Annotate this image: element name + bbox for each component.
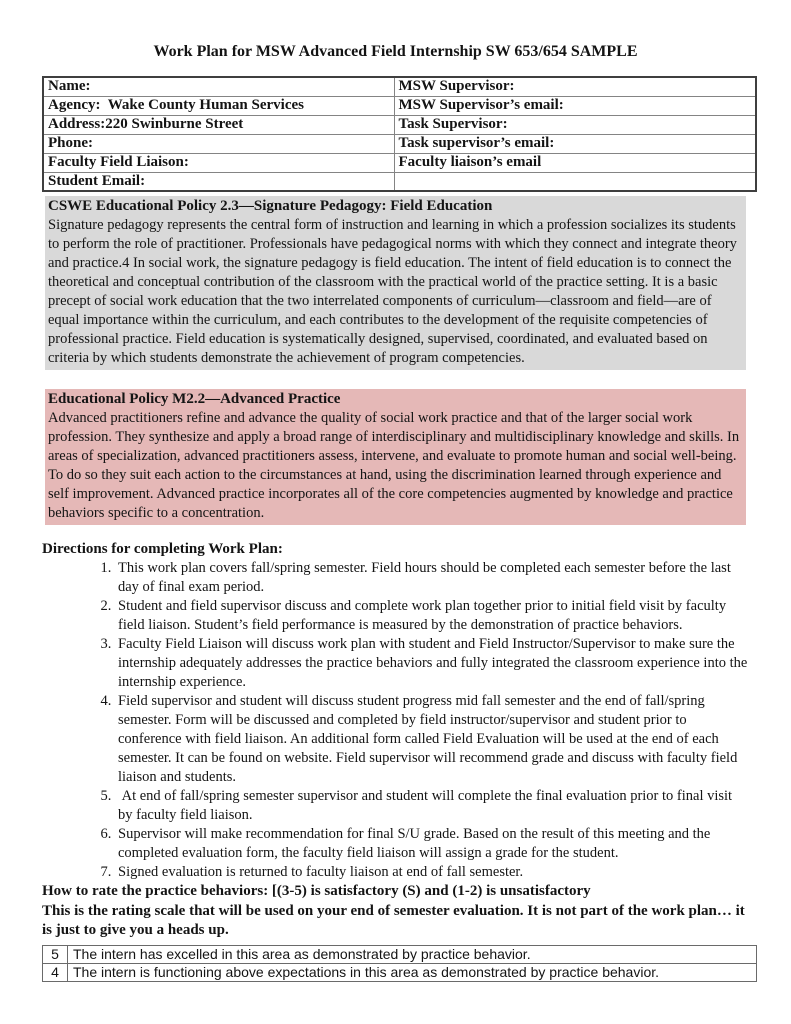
rating-description: The intern is functioning above expectations in this area as demonstrated by practice behavior. (68, 963, 757, 981)
info-cell-right: MSW Supervisor: (394, 77, 756, 96)
info-table-row (43, 134, 756, 153)
policy-m2-2-body: Advanced practitioners refine and advance the quality of social work practice and that of the larger social work profession. They synthesize and apply a broad range of interdisciplinary and multidisciplinary knowledge and skills. In areas of specialization, advanced practitioners assess, intervene, and evaluate to promote human and social well-being. To do so they suit each action to the circumstances at hand, using the discrimination learned through experience and self improvement. Advanced practice incorporates all of the core competencies augmented by knowledge and practice behaviors specific to a concentration. (48, 410, 740, 521)
info-cell-right: MSW Supervisor’s email: (394, 96, 756, 115)
policy-2-3-body: Signature pedagogy represents the central form of instruction and learning in which a profession socializes its students to perform the role of practitioner. Professionals have pedagogical norms with which they connect and integrate theory and practice.4 In social work, the signature pedagogy is field education. The intent of field education is to connect the theoretical and conceptual contribution of the classroom with the practical world of the practice setting. It is a basic precept of social work education that the two interrelated components of curriculum—classroom and field—are of equal importance within the curriculum, and each contributes to the development of the requisite competencies of professional practice. Field education is systematically designed, supervised, coordinated, and evaluated based on criteria by which students demonstrate the achievement of program competencies. (48, 217, 737, 366)
direction-item (115, 863, 750, 882)
directions-heading: Directions for completing Work Plan: (42, 541, 283, 557)
rating-score: 4 (43, 963, 68, 981)
info-table-row (43, 153, 756, 172)
info-table-row (43, 96, 756, 115)
policy-m2-2-heading: Educational Policy M2.2—Advanced Practice (48, 391, 341, 407)
rating-note (42, 882, 754, 941)
rating-note-line2: This is the rating scale that will be used on your end of semester evaluation. It is not part of the work plan… it is just to give you a heads up. (42, 902, 745, 938)
rating-description: The intern has excelled in this area as demonstrated by practice behavior. (68, 945, 757, 963)
info-cell-left: Agency: Wake County Human Services (43, 96, 394, 115)
info-cell-right: Faculty liaison’s email (394, 153, 756, 172)
info-table-row (43, 172, 756, 191)
direction-item-text: Supervisor will make recommendation for final S/U grade. Based on the result of this meeting and the completed evaluation form, the faculty field liaison will assign a grade for the student. (118, 826, 714, 861)
policy-2-3-block (45, 196, 746, 370)
rating-row (43, 945, 757, 963)
info-table-row (43, 115, 756, 134)
info-cell-left: Phone: (43, 134, 394, 153)
info-cell-left: Address:220 Swinburne Street (43, 115, 394, 134)
direction-item-text: This work plan covers fall/spring semester. Field hours should be completed each semester before the last day of final exam period. (118, 560, 735, 595)
rating-table-body (43, 945, 757, 981)
info-cell-right: Task Supervisor: (394, 115, 756, 134)
direction-item (115, 559, 750, 597)
direction-item-text: Student and field supervisor discuss and complete work plan together prior to initial field visit by faculty field liaison. Student’s field performance is measured by the demonstration of practice behaviors. (118, 598, 730, 633)
direction-item-text: Field supervisor and student will discuss student progress mid fall semester and the end of fall/spring semester. Form will be discussed and completed by field instructor/supervisor and student prior to conference with field liaison. An additional form called Field Evaluation will be used at the end of each semester. It can be found on website. Field supervisor will recommend grade and discuss with faculty field liaison and students. (118, 693, 741, 785)
policy-2-3-heading: CSWE Educational Policy 2.3—Signature Pedagogy: Field Education (48, 198, 493, 214)
info-cell-left: Name: (43, 77, 394, 96)
policy-m2-2-block (45, 389, 746, 525)
direction-item-text: At end of fall/spring semester supervisor and student will complete the final evaluation prior to final visit by faculty field liaison. (118, 788, 736, 823)
rating-scale-table (42, 945, 757, 982)
info-cell-right: Task supervisor’s email: (394, 134, 756, 153)
info-table (42, 76, 757, 192)
document-title: Work Plan for MSW Advanced Field Internship SW 653/654 SAMPLE (153, 43, 638, 60)
info-cell-left: Student Email: (43, 172, 394, 191)
directions-section (42, 540, 750, 882)
info-cell-left: Faculty Field Liaison: (43, 153, 394, 172)
direction-item (115, 787, 750, 825)
rating-note-line1: How to rate the practice behaviors: [(3-5) is satisfactory (S) and (1-2) is unsatisfactory (42, 883, 591, 899)
direction-item (115, 825, 750, 863)
direction-item (115, 692, 750, 787)
rating-score: 5 (43, 945, 68, 963)
rating-row (43, 963, 757, 981)
direction-item-text: Faculty Field Liaison will discuss work plan with student and Field Instructor/Supervisor to make sure the internship adequately addresses the practice behaviors and fully integrated the classroom experience into the internship experience. (118, 636, 751, 690)
direction-item (115, 597, 750, 635)
directions-list (42, 559, 750, 882)
info-cell-right (394, 172, 756, 191)
direction-item-text: Signed evaluation is returned to faculty liaison at end of fall semester. (118, 864, 524, 880)
info-table-row (43, 77, 756, 96)
direction-item (115, 635, 750, 692)
info-table-body (43, 77, 756, 191)
